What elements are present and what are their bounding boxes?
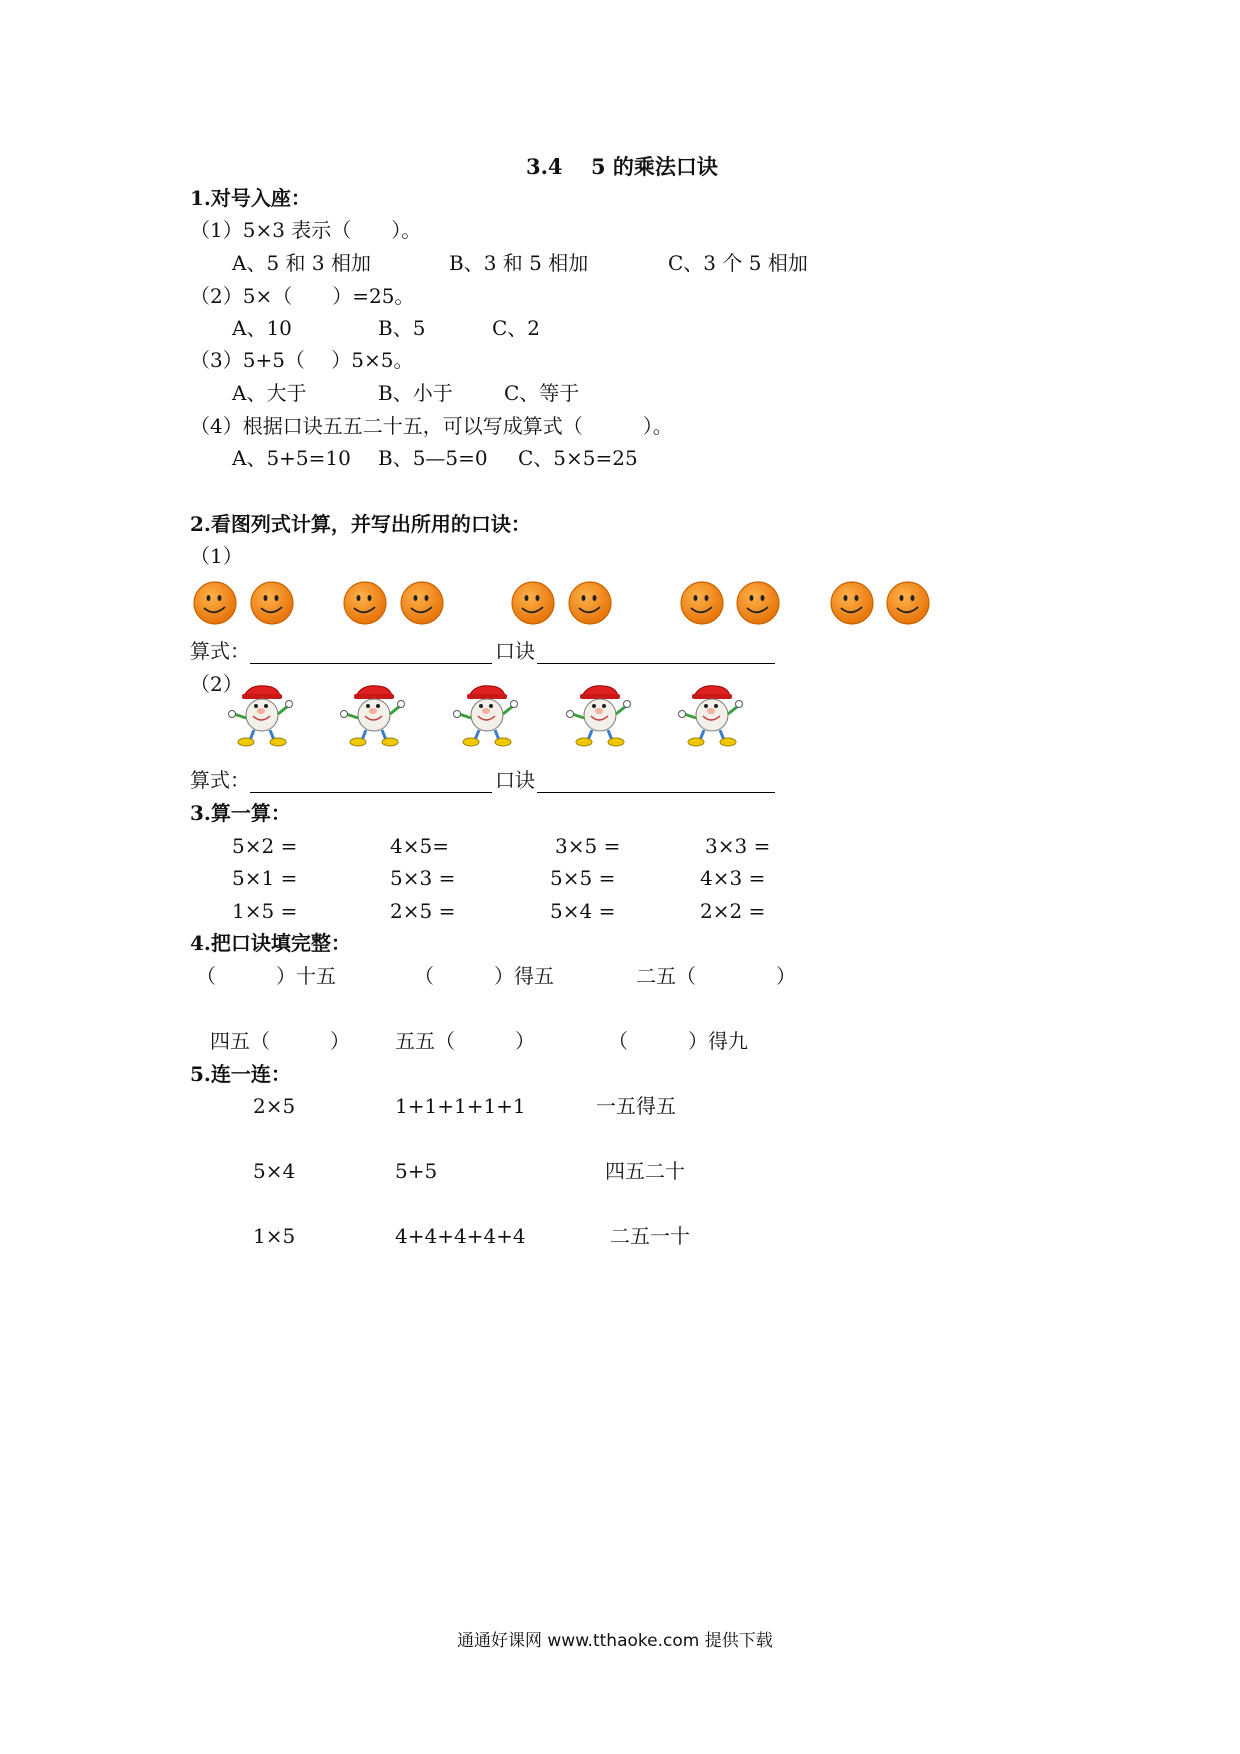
gnome-icon [451,682,521,748]
q2-heading: 2.看图列式计算，并写出所用的口诀： [190,512,531,536]
q2-part2-rhyme-label: 口诀 [495,768,535,792]
q1-item3-option-a: A、大于 [232,381,307,405]
q1-item4-option-c: C、5×5=25 [518,446,638,470]
q2-part2-rhyme-blank[interactable] [537,792,775,793]
q3-problem: 5×5 = [550,866,616,890]
q3-problem: 5×1 = [232,866,298,890]
smiley-icon [829,580,875,626]
q4-blank-item: （ ）得五 [414,964,554,988]
q5-rhyme[interactable]: 四五二十 [605,1159,685,1183]
q3-problem: 4×5= [390,834,449,858]
q2-part1-label: （1） [190,544,243,568]
q5-rhyme[interactable]: 一五得五 [596,1094,676,1118]
q1-item1-stem: （1）5×3 表示（ ）。 [190,218,422,242]
q3-problem: 5×4 = [550,899,616,923]
q2-part1-rhyme-blank[interactable] [537,663,775,664]
q5-heading: 5.连一连： [190,1062,291,1086]
q4-blank-item: 四五（ ） [210,1029,350,1053]
q3-problem: 2×2 = [700,899,766,923]
q1-item4-stem: （4）根据口诀五五二十五，可以写成算式（ ）。 [190,414,673,438]
q1-item3-option-b: B、小于 [378,381,453,405]
q3-problem: 4×3 = [700,866,766,890]
q4-blank-item: （ ）十五 [196,964,336,988]
footer-credit: 通通好课网 www.tthaoke.com 提供下载 [457,1631,773,1651]
smiley-icon [679,580,725,626]
q3-problem: 3×3 = [705,834,771,858]
q5-addition[interactable]: 5+5 [395,1159,438,1183]
q4-blank-item: 五五（ ） [395,1029,535,1053]
q5-expression[interactable]: 2×5 [253,1094,296,1118]
smiley-icon [510,580,556,626]
q2-part2-formula-label: 算式： [190,768,250,792]
smiley-icon [192,580,238,626]
q2-part1-formula-label: 算式： [190,639,250,663]
q1-item2-option-b: B、5 [378,316,426,340]
q3-problem: 1×5 = [232,899,298,923]
q1-item4-option-b: B、5—5=0 [378,446,488,470]
q2-part2-label: （2） [190,672,243,696]
q2-part1-formula-blank[interactable] [250,663,492,664]
q1-item3-stem: （3）5+5（ ）5×5。 [190,348,414,372]
q1-item3-option-c: C、等于 [504,381,580,405]
smiley-icon [567,580,613,626]
q2-part2-formula-blank[interactable] [250,792,492,793]
gnome-icon [564,682,634,748]
q1-heading: 1.对号入座： [190,186,311,210]
q4-blank-item: 二五（ ） [636,964,796,988]
q4-heading: 4.把口诀填完整： [190,931,351,955]
q1-item2-option-a: A、10 [232,316,292,340]
q5-expression[interactable]: 1×5 [253,1224,296,1248]
gnome-icon [676,682,746,748]
q3-problem: 5×2 = [232,834,298,858]
smiley-icon [735,580,781,626]
smiley-icon [249,580,295,626]
gnome-icon [226,682,296,748]
q5-addition[interactable]: 1+1+1+1+1 [395,1094,526,1118]
q3-problem: 3×5 = [555,834,621,858]
q1-item1-option-c: C、3 个 5 相加 [668,251,808,275]
q1-item1-option-a: A、5 和 3 相加 [232,251,371,275]
q3-problem: 2×5 = [390,899,456,923]
q5-rhyme[interactable]: 二五一十 [610,1224,690,1248]
q4-blank-item: （ ）得九 [608,1029,748,1053]
q1-item2-option-c: C、2 [492,316,541,340]
smiley-icon [885,580,931,626]
gnome-icon [338,682,408,748]
q3-heading: 3.算一算： [190,801,291,825]
q1-item4-option-a: A、5+5=10 [232,446,351,470]
q3-problem: 5×3 = [390,866,456,890]
q5-addition[interactable]: 4+4+4+4+4 [395,1224,526,1248]
smiley-icon [342,580,388,626]
page-title: 5 的乘法口诀 [591,154,718,179]
q2-part1-rhyme-label: 口诀 [495,639,535,663]
q1-item2-stem: （2）5×（ ）=25。 [190,284,415,308]
smiley-icon [399,580,445,626]
section-number: 3.4 [526,154,563,179]
q5-expression[interactable]: 5×4 [253,1159,296,1183]
q1-item1-option-b: B、3 和 5 相加 [449,251,589,275]
